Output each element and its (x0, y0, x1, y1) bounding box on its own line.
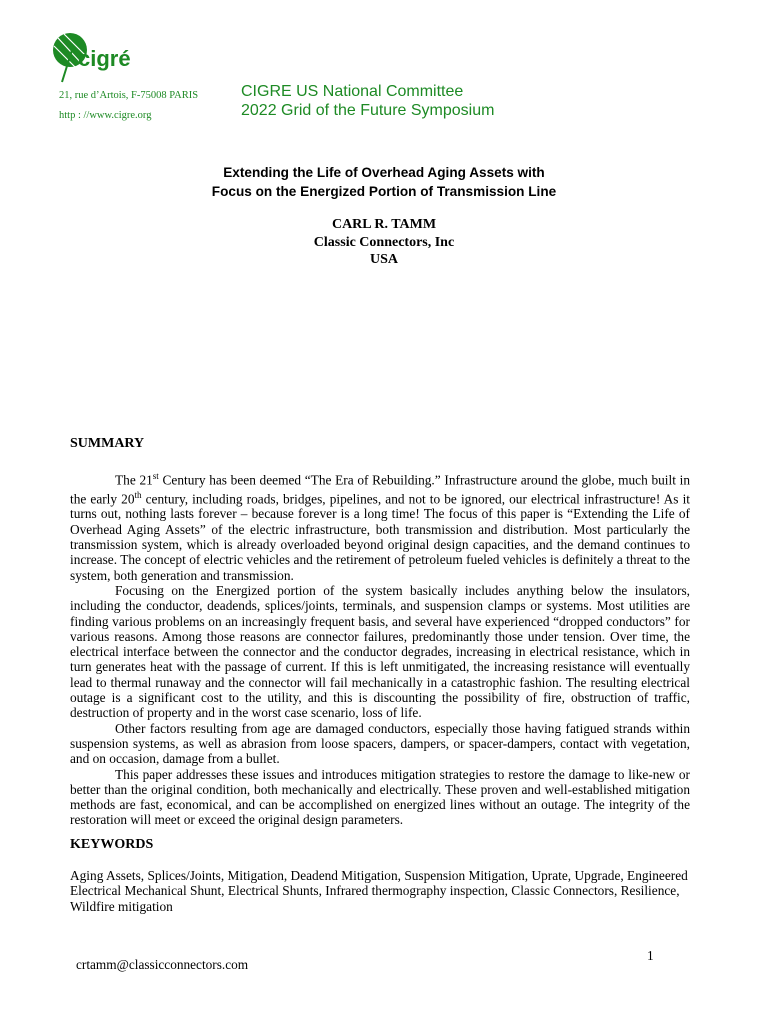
keywords-heading: KEYWORDS (70, 837, 154, 852)
page-number: 1 (647, 948, 654, 963)
keywords-body: Aging Assets, Splices/Joints, Mitigation, Deadend Mitigation, Suspension Mitigation, Uprate, Upgrade, Engineered Electrical Mechanical Shunt, Electrical Shunts, Infrared thermography inspection, Classic Connectors, Resilience, Wildfire mitigation (70, 868, 688, 914)
author-country: USA (369, 252, 398, 267)
text-run: century, including roads, bridges, pipelines, and not to be ignored, our electrical infrastructure! As it turns out, nothing lasts forever – because forever is a long time! The focus of this paper is “Extending the Life of Overhead Aging Assets” of the electric infrastructure, both transmission and distribution. Most particularly the transmission system, which is already overloaded beyond original design capacities, and the demand continues to increase. The concept of electric vehicles and the retirement of petroleum fueled vehicles is definitely a threat to the system, both generation and transmission. (70, 491, 690, 583)
summary-paragraph: This paper addresses these issues and introduces mitigation strategies to restore the damage to like-new or better than the original condition, both mechanically and electrically. These proven and well-established mitigation methods are fast, economical, and can be accomplished on energized lines without an outage. The integrity of the restoration will meet or exceed the original design parameters. (70, 766, 690, 828)
website-link[interactable]: http : //www.cigre.org (59, 110, 152, 121)
logo-wordmark: cigré (78, 46, 131, 71)
author-company: Classic Connectors, Inc (313, 234, 455, 250)
author-block (0, 216, 768, 269)
committee-title: CIGRE US National Committee (241, 83, 464, 100)
footer-email[interactable]: crtamm@classicconnectors.com (76, 957, 249, 972)
author-name: CARL R. TAMM (331, 217, 437, 232)
summary-paragraph: Focusing on the Energized portion of the system basically includes anything below the insulators, including the conductor, deadends, splices/joints, terminals, and suspension clamps or systems. Most utilities are finding various problems on an increasingly frequent basis, and several have experienced “dropped conductors” for various reasons. Among those reasons are connector failures, predominantly those under tension. Over time, the electrical interface between the connector and the conductor degrades, increasing in electrical resistance, which in turn generates heat with the passage of current. If this is left unmitigated, the increasing resistance will eventually lead to thermal runaway and the connector will fail mechanically in a catastrophic fashion. The resulting electrical outage is a significant cost to the utility, and this is discounting the possibility of fire, obstruction of traffic, destruction of property and in the worst case scenario, loss of life. (70, 582, 690, 721)
address-line: 21, rue d’Artois, F-75008 PARIS (59, 90, 199, 101)
paper-title (0, 163, 768, 201)
text-run: Century has been deemed “The Era of Rebuilding.” Infrastructure around the globe, much built in the early 20 (70, 472, 690, 507)
summary-heading: SUMMARY (70, 436, 145, 451)
superscript: st (152, 471, 159, 481)
superscript: th (134, 489, 142, 500)
summary-paragraph (70, 469, 690, 583)
title-line-2: Focus on the Energized Portion of Transmission Line (211, 184, 557, 199)
symposium-title: 2022 Grid of the Future Symposium (241, 102, 495, 119)
text-run: The 21 (115, 472, 153, 488)
summary-paragraph: Other factors resulting from age are damaged conductors, especially those having fatigued strands within suspension systems, as well as abrasion from loose spacers, dampers, or spacer-dampers, contact with vegetation, and on occasion, damage from a bullet. (70, 720, 690, 767)
summary-body (70, 469, 690, 828)
cigre-logo (50, 28, 140, 84)
title-line-1: Extending the Life of Overhead Aging Assets with (223, 165, 545, 180)
